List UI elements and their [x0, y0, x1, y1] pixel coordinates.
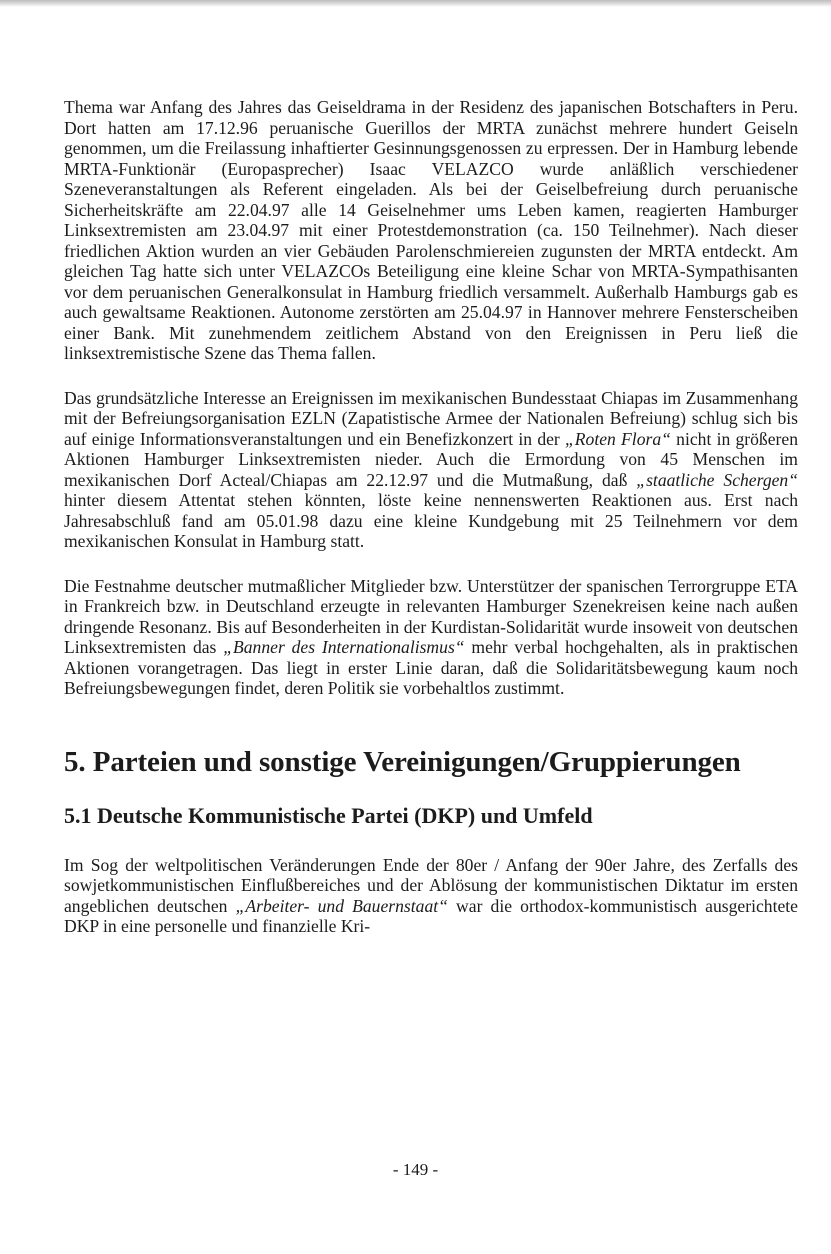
paragraph-peru [64, 97, 798, 364]
section-heading: 5. Parteien und sonstige Vereinigungen/Gruppierungen [64, 745, 741, 778]
paragraph-dkp [64, 855, 798, 937]
page-number: - 149 - [392, 1160, 439, 1179]
paragraph-chiapas [64, 388, 798, 552]
paragraph-text: nicht in größeren Aktionen Hamburger Linksextremisten nieder. Auch die Ermordung von 45 Menschen im mexikanischen Dorf Acteal/Chiapas am 22.12.97 und die Mutmaßung, daß [64, 428, 798, 490]
paragraph-eta [64, 576, 798, 699]
italic-quote: „Arbeiter- und Bauernstaat“ [235, 895, 448, 916]
italic-quote: „Banner des Internationalismus“ [223, 637, 465, 657]
italic-quote: „staatliche Schergen“ [636, 469, 799, 490]
paragraph-text: mehr verbal hochgehalten, als in praktischen Aktionen vorangetragen. Das liegt in erster Linie daran, daß die Solidaritätsbewegung kaum noch Befreiungsbewegungen findet, deren Politik sie vorbehaltlos zustimmt. [64, 637, 799, 698]
italic-quote: „Roten Flora“ [565, 428, 671, 449]
paragraph-text: Thema war Anfang des Jahres das Geiseldrama in der Residenz des japanischen Botschafters in Peru. Dort hatten am 17.12.96 peruanische Guerillos der MRTA zunächst mehrere hundert Geiseln genommen, um die Freilassung inhaftierter Gesinnungsgenossen zu erpressen. Der in Hamburg lebende MRTA-Funktionär (Europasprecher) Isaac VELAZCO wurde anläßlich verschiedener Szeneveranstaltungen als Referent eingeladen. Als bei der Geiselbefreiung durch peruanische Sicherheitskräfte am 22.04.97 alle 14 Geiselnehmer ums Leben kamen, reagierten Hamburger Linksextremisten am 23.04.97 mit einer Protestdemonstration (ca. 150 Teilnehmer). Nach dieser friedlichen Aktion wurden an vier Gebäuden Parolenschmiereien zugunsten der MRTA entdeckt. Am gleichen Tag hatte sich unter VELAZCOs Beteiligung eine kleine Schar von MRTA-Sympathisanten vor dem peruanischen Generalkonsulat in Hamburg friedlich versammelt. Außerhalb Hamburgs gab es auch gewaltsame Reaktionen. Autonome zerstörten am 25.04.97 in Hannover mehrere Fensterscheiben einer Bank. Mit zunehmendem zeitlichem Abstand von den Ereignissen in Peru ließ die linksextremistische Szene das Thema fallen. [64, 97, 798, 363]
page-content [64, 97, 798, 937]
paragraph-text: Das grundsätzliche Interesse an Ereignissen im mexikanischen Bundesstaat Chiapas im Zusammenhang mit der Befreiungsorganisation EZLN (Zapatistische Armee der Nationalen Befreiung) schlug sich bis auf einige Informationsveranstaltungen und ein Benefizkonzert in der [64, 387, 798, 449]
subsection-heading: 5.1 Deutsche Kommunistische Partei (DKP) und Umfeld [64, 802, 593, 828]
paragraph-text: war die orthodox-kommunistisch ausgerichtete DKP in eine personelle und finanzielle Kri- [64, 895, 798, 936]
paragraph-text: Im Sog der weltpolitischen Veränderungen Ende der 80er / Anfang der 90er Jahre, des Zerfalls des sowjetkommunistischen Einflußbereiches und der Ablösung der kommunistischen Diktatur im ersten angeblichen deutschen [64, 854, 798, 916]
scan-top-edge [0, 0, 831, 7]
paragraph-text: hinter diesem Attentat stehen könnten, löste keine nennenswerten Reaktionen aus. Erst nach Jahresabschluß fand am 05.01.98 dazu eine kleine Kundgebung mit 25 Teilnehmern vor dem mexikanischen Konsulat in Hamburg statt. [64, 490, 798, 551]
paragraph-text: Die Festnahme deutscher mutmaßlicher Mitglieder bzw. Unterstützer der spanischen Terrorgruppe ETA in Frankreich bzw. in Deutschland erzeugte in relevanten Hamburger Szenekreisen keine nach außen dringende Resonanz. Bis auf Besonderheiten in der Kurdistan-Solidarität wurde insoweit von deutschen Linksextremisten das [64, 575, 798, 657]
